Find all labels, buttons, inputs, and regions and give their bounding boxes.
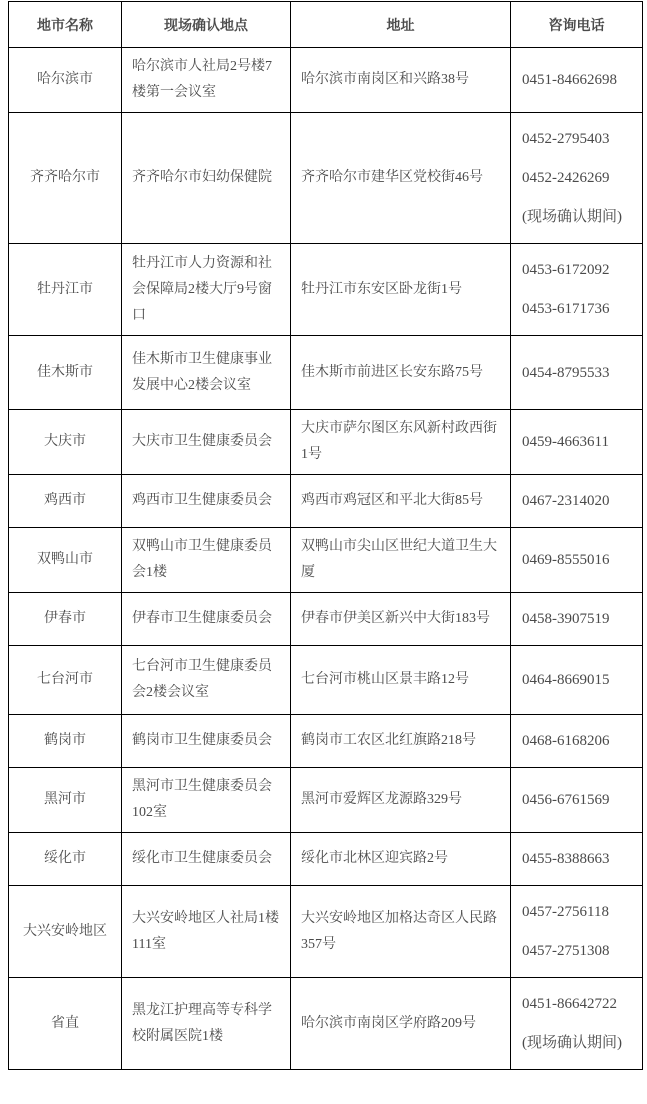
city-cell: 佳木斯市 xyxy=(9,336,122,410)
header-row xyxy=(9,2,643,48)
phone-line: 0469-8555016 xyxy=(522,552,610,568)
table-row xyxy=(9,244,643,336)
phone-line: 0459-4663611 xyxy=(522,434,609,450)
city-cell: 牡丹江市 xyxy=(9,244,122,336)
city-cell: 齐齐哈尔市 xyxy=(9,113,122,244)
location-cell: 双鸭山市卫生健康委员会1楼 xyxy=(122,528,291,593)
phone-line: 0451-84662698 xyxy=(522,72,617,88)
phone-cell xyxy=(511,768,643,833)
table-row xyxy=(9,715,643,768)
location-cell: 七台河市卫生健康委员会2楼会议室 xyxy=(122,646,291,715)
city-cell: 黑河市 xyxy=(9,768,122,833)
phone-cell xyxy=(511,646,643,715)
table-row xyxy=(9,336,643,410)
city-cell: 双鸭山市 xyxy=(9,528,122,593)
address-cell: 哈尔滨市南岗区学府路209号 xyxy=(291,978,511,1070)
location-cell: 佳木斯市卫生健康事业发展中心2楼会议室 xyxy=(122,336,291,410)
address-cell: 七台河市桃山区景丰路12号 xyxy=(291,646,511,715)
phone-line: 0467-2314020 xyxy=(522,493,610,509)
phone-line: 0453-6172092 xyxy=(522,262,610,278)
phone-line: 0451-86642722 xyxy=(522,996,617,1012)
phone-cell xyxy=(511,410,643,475)
table-row xyxy=(9,410,643,475)
location-cell: 伊春市卫生健康委员会 xyxy=(122,593,291,646)
address-cell: 大兴安岭地区加格达奇区人民路357号 xyxy=(291,886,511,978)
city-cell: 绥化市 xyxy=(9,833,122,886)
city-cell: 大庆市 xyxy=(9,410,122,475)
city-cell: 大兴安岭地区 xyxy=(9,886,122,978)
phone-cell xyxy=(511,593,643,646)
city-cell: 伊春市 xyxy=(9,593,122,646)
phone-line: 0458-3907519 xyxy=(522,611,610,627)
location-cell: 齐齐哈尔市妇幼保健院 xyxy=(122,113,291,244)
table-row xyxy=(9,768,643,833)
address-cell: 黑河市爱辉区龙源路329号 xyxy=(291,768,511,833)
column-header-phone: 咨询电话 xyxy=(511,2,643,48)
confirmation-locations-table xyxy=(8,1,643,1070)
address-cell: 伊春市伊美区新兴中大街183号 xyxy=(291,593,511,646)
table-row xyxy=(9,886,643,978)
address-cell: 哈尔滨市南岗区和兴路38号 xyxy=(291,48,511,113)
phone-line: 0457-2756118 xyxy=(522,904,609,920)
address-cell: 大庆市萨尔图区东风新村政西街1号 xyxy=(291,410,511,475)
column-header-location: 现场确认地点 xyxy=(122,2,291,48)
table-body xyxy=(9,48,643,1070)
location-cell: 绥化市卫生健康委员会 xyxy=(122,833,291,886)
phone-line: 0452-2426269 xyxy=(522,170,610,186)
location-cell: 黑龙江护理高等专科学校附属医院1楼 xyxy=(122,978,291,1070)
address-cell: 佳木斯市前进区长安东路75号 xyxy=(291,336,511,410)
phone-cell xyxy=(511,48,643,113)
table-row xyxy=(9,978,643,1070)
address-cell: 绥化市北林区迎宾路2号 xyxy=(291,833,511,886)
phone-cell xyxy=(511,886,643,978)
table-row xyxy=(9,833,643,886)
table-header xyxy=(9,2,643,48)
phone-cell xyxy=(511,244,643,336)
table-row xyxy=(9,646,643,715)
phone-cell xyxy=(511,528,643,593)
city-cell: 鹤岗市 xyxy=(9,715,122,768)
phone-cell xyxy=(511,113,643,244)
table-row xyxy=(9,528,643,593)
phone-line: 0456-6761569 xyxy=(522,792,610,808)
phone-line: 0454-8795533 xyxy=(522,364,610,381)
column-header-address: 地址 xyxy=(291,2,511,48)
table-row xyxy=(9,593,643,646)
table-row xyxy=(9,475,643,528)
phone-line: 0457-2751308 xyxy=(522,943,610,959)
column-header-city: 地市名称 xyxy=(9,2,122,48)
phone-line: 0453-6171736 xyxy=(522,301,610,317)
table-row xyxy=(9,48,643,113)
location-cell: 鸡西市卫生健康委员会 xyxy=(122,475,291,528)
phone-cell xyxy=(511,475,643,528)
location-cell: 黑河市卫生健康委员会102室 xyxy=(122,768,291,833)
address-cell: 鹤岗市工农区北红旗路218号 xyxy=(291,715,511,768)
location-cell: 哈尔滨市人社局2号楼7楼第一会议室 xyxy=(122,48,291,113)
phone-cell xyxy=(511,833,643,886)
phone-line: 0468-6168206 xyxy=(522,733,610,749)
phone-line: 0455-8388663 xyxy=(522,851,610,867)
city-cell: 省直 xyxy=(9,978,122,1070)
table-row xyxy=(9,113,643,244)
phone-line: (现场确认期间) xyxy=(522,1035,622,1051)
city-cell: 鸡西市 xyxy=(9,475,122,528)
address-cell: 牡丹江市东安区卧龙街1号 xyxy=(291,244,511,336)
city-cell: 七台河市 xyxy=(9,646,122,715)
address-cell: 双鸭山市尖山区世纪大道卫生大厦 xyxy=(291,528,511,593)
location-cell: 大庆市卫生健康委员会 xyxy=(122,410,291,475)
phone-line: (现场确认期间) xyxy=(522,209,622,225)
phone-cell xyxy=(511,715,643,768)
phone-line: 0452-2795403 xyxy=(522,131,610,147)
city-cell: 哈尔滨市 xyxy=(9,48,122,113)
location-cell: 大兴安岭地区人社局1楼111室 xyxy=(122,886,291,978)
phone-cell xyxy=(511,336,643,410)
location-cell: 鹤岗市卫生健康委员会 xyxy=(122,715,291,768)
phone-line: 0464-8669015 xyxy=(522,672,610,688)
address-cell: 鸡西市鸡冠区和平北大街85号 xyxy=(291,475,511,528)
address-cell: 齐齐哈尔市建华区党校街46号 xyxy=(291,113,511,244)
phone-cell xyxy=(511,978,643,1070)
location-cell: 牡丹江市人力资源和社会保障局2楼大厅9号窗口 xyxy=(122,244,291,336)
